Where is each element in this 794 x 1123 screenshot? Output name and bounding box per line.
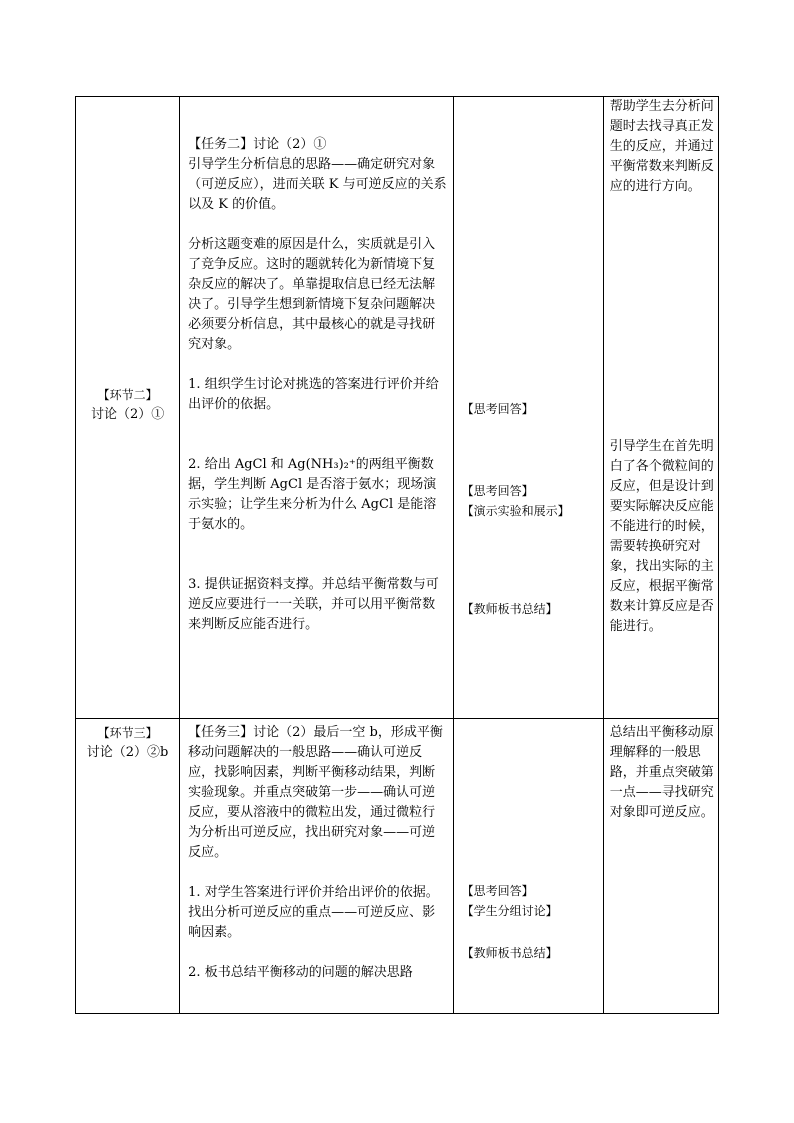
stage-cell [76, 97, 180, 719]
student-activity: 【演示实验和展示】 [461, 504, 570, 518]
student-activity: 【学生分组讨论】 [461, 904, 558, 918]
student-activity-cell [453, 719, 603, 1014]
task-step-1: 1. 对学生答案进行评价并给出评价的依据。找出分析可逆反应的重点——可逆反应、影响因素。 [188, 885, 439, 940]
stage-label: 【环节二】 [97, 388, 158, 402]
task-analysis: 分析这题变难的原因是什么，实质就是引入了竞争反应。这时的题就转化为新情境下复杂反应的解决了。单靠提取信息已经无法解决了。引导学生想到新情境下复杂问题解决必须要分析信息，其中最核心的就是寻找研究对象。 [188, 237, 436, 352]
stage-cell [76, 719, 180, 1014]
task-intro: 【任务三】讨论（2）最后一空 b，形成平衡移动问题解决的一般思路——确认可逆反应，找影响因素，判断平衡移动结果，判断实验现象。并重点突破第一步——确认可逆反应，要从溶液中的微粒出发，通过微粒行为分析出可逆反应，找出研究对象——可逆反应。 [188, 725, 443, 860]
student-activity: 【思考回答】 [461, 884, 534, 898]
student-activity: 【思考回答】 [461, 402, 534, 416]
lesson-plan-table [75, 96, 719, 1014]
task-title: 【任务二】讨论（2）① [188, 137, 327, 152]
task-cell [180, 719, 453, 1014]
stage-topic: 讨论（2）① [90, 407, 165, 422]
student-activity: 【思考回答】 [461, 484, 534, 498]
table-row [76, 719, 719, 1014]
design-intent: 引导学生在首先明白了各个微粒间的反应，但是设计到要实际解决反应能不能进行的时候，需要转换研究对象，找出实际的主反应，根据平衡常数来计算反应是否能进行。 [609, 439, 714, 634]
task-step-3: 3. 提供证据资料支撑。并总结平衡常数与可逆反应要进行一一关联，并可以用平衡常数来判断反应能否进行。 [188, 577, 439, 632]
intent-cell [603, 719, 718, 1014]
intent-cell [603, 97, 718, 719]
task-step-1: 1. 组织学生讨论对挑选的答案进行评价并给出评价的依据。 [188, 377, 439, 412]
stage-label: 【环节三】 [97, 726, 158, 740]
task-cell [180, 97, 453, 719]
task-step-2: 2. 给出 AgCl 和 Ag(NH₃)₂⁺的两组平衡数据，学生判断 AgCl 是否溶于氨水；现场演示实验；让学生来分析为什么 AgCl 是能溶于氨水的。 [188, 457, 437, 532]
task-intro: 引导学生分析信息的思路——确定研究对象（可逆反应），进而关联 K 与可逆反应的关系以及 K 的价值。 [188, 157, 447, 212]
stage-topic: 讨论（2）②b [86, 745, 169, 760]
student-activity: 【教师板书总结】 [461, 946, 558, 960]
task-step-2: 2. 板书总结平衡移动的问题的解决思路 [188, 965, 413, 980]
design-intent: 帮助学生去分析问题时去找寻真正发生的反应，并通过平衡常数来判断反应的进行方向。 [609, 99, 714, 194]
student-activity-cell [453, 97, 603, 719]
table-row [76, 97, 719, 719]
design-intent: 总结出平衡移动原理解释的一般思路，并重点突破第一点——寻找研究对象即可逆反应。 [609, 725, 714, 820]
student-activity: 【教师板书总结】 [461, 602, 558, 616]
